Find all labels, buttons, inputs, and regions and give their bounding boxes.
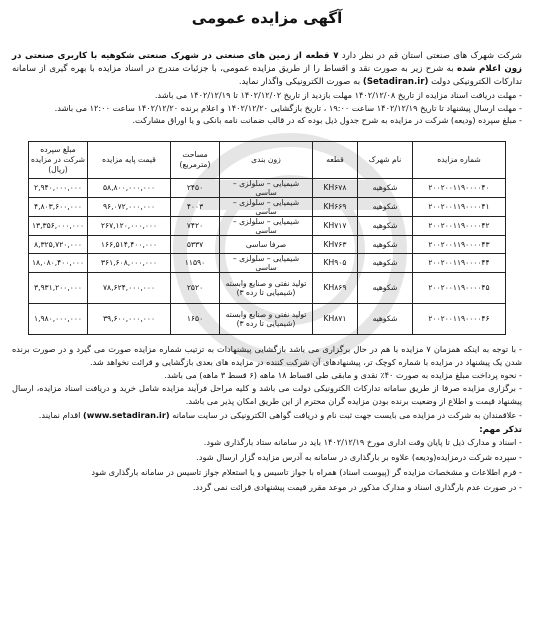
cell-plot: KH۸۷۱ — [313, 303, 358, 334]
cell-area: ۷۴۲۰ — [171, 216, 220, 235]
header-plot: قطعه — [313, 141, 358, 178]
cell-auction-number: ۲۰۰۲۰۰۱۱۹۰۰۰۰۴۶ — [413, 303, 506, 334]
cell-town: شکوهیه — [358, 235, 413, 253]
table-row — [29, 272, 506, 303]
table-row — [29, 197, 506, 216]
last-note-text-1: - علاقمندان به شرکت در مزایده می بایست جهت ثبت نام و دریافت گواهی الکترونیکی در سایت سامانه — [169, 409, 522, 420]
cell-auction-number: ۲۰۰۲۰۰۱۱۹۰۰۰۰۴۲ — [413, 216, 506, 235]
header-area: مساحت (مترمربع) — [171, 141, 220, 178]
page-title: آگهی مزایده عمومی — [191, 9, 343, 27]
cell-town: شکوهیه — [358, 178, 413, 197]
cell-auction-number: ۲۰۰۲۰۰۱۱۹۰۰۰۰۴۳ — [413, 235, 506, 253]
cell-area: ۲۵۲۰ — [171, 272, 220, 303]
cell-deposit: ۳,۹۳۱,۲۰۰,۰۰۰ — [29, 272, 88, 303]
cell-base-price: ۱۶۶,۵۱۴,۴۰۰,۰۰۰ — [88, 235, 171, 253]
last-note-text-2: اقدام نمایند. — [38, 409, 83, 420]
table-row — [29, 216, 506, 235]
intro-paragraph — [12, 50, 522, 89]
table-row — [29, 303, 506, 334]
remark-item: - فرم اطلاعات و مشخصات مزایده گر (پیوست اسناد) همراه با جواز تاسیس و یا استعلام جواز تاسیس در سامانه بارگذاری شود — [12, 465, 522, 480]
cell-deposit: ۲,۹۴۰,۰۰۰,۰۰۰ — [29, 178, 88, 197]
cell-plot: KH۸۶۹ — [313, 272, 358, 303]
cell-base-price: ۹۶,۰۷۲,۰۰۰,۰۰۰ — [88, 197, 171, 216]
cell-deposit: ۸,۳۲۵,۷۲۰,۰۰۰ — [29, 235, 88, 253]
cell-base-price: ۳۶۱,۶۰۸,۰۰۰,۰۰۰ — [88, 253, 171, 272]
remark-title: تذکر مهم: — [479, 424, 522, 435]
notes-section — [12, 343, 522, 422]
cell-zone: شیمیایی – سلولزی – ساسی — [220, 197, 313, 216]
cell-town: شکوهیه — [358, 272, 413, 303]
table-header-row — [29, 141, 506, 178]
deadline-list — [12, 89, 522, 127]
intro-site-link[interactable]: (Setadiran.ir) — [362, 77, 429, 87]
cell-zone: تولید نفتی و صنایع وابسته (شیمیایی تا رده ۳) — [220, 272, 313, 303]
cell-town: شکوهیه — [358, 216, 413, 235]
cell-plot: KH۶۷۸ — [313, 178, 358, 197]
cell-town: شکوهیه — [358, 197, 413, 216]
cell-base-price: ۳۹,۶۰۰,۰۰۰,۰۰۰ — [88, 303, 171, 334]
cell-base-price: ۲۶۷,۱۲۰,۰۰۰,۰۰۰ — [88, 216, 171, 235]
deadline-item: - مهلت دریافت اسناد مزایده از تاریخ ۱۴۰۲/۱۲/۰۸ مهلت بازدید از تاریخ ۱۴۰۲/۱۲/۰۲ تا ۱۴۰۲/۱۲/۱۹ می باشد. — [154, 90, 522, 100]
cell-plot: KH۶۶۹ — [313, 197, 358, 216]
header-auction-number: شماره مزایده — [413, 141, 506, 178]
header-base-price: قیمت پایه مزایده — [88, 141, 171, 178]
cell-base-price: ۵۸,۸۰۰,۰۰۰,۰۰۰ — [88, 178, 171, 197]
cell-deposit: ۱,۹۸۰,۰۰۰,۰۰۰ — [29, 303, 88, 334]
header-town: نام شهرک — [358, 141, 413, 178]
cell-plot: KH۷۶۳ — [313, 235, 358, 253]
table-row — [29, 253, 506, 272]
table-row — [29, 178, 506, 197]
deadline-item: - مهلت ارسال پیشنهاد تا تاریخ ۱۴۰۲/۱۲/۱۹ ساعت ۱۹:۰۰ ، تاریخ بازگشایی ۱۴۰۲/۱۲/۲۰ و اعلام برنده ۱۴۰۲/۱۲/۲۰ ساعت ۱۲:۰۰ می باشد. — [54, 102, 522, 113]
cell-town: شکوهیه — [358, 253, 413, 272]
cell-auction-number: ۲۰۰۲۰۰۱۱۹۰۰۰۰۴۴ — [413, 253, 506, 272]
cell-base-price: ۷۸,۶۲۴,۰۰۰,۰۰۰ — [88, 272, 171, 303]
cell-area: ۲۴۵۰ — [171, 178, 220, 197]
remark-item: - اسناد و مدارک ذیل تا پایان وقت اداری مورخ ۱۴۰۲/۱۲/۱۹ باید در سامانه ستاد بارگذاری شود. — [12, 435, 522, 450]
cell-area: ۱۱۵۹۰ — [171, 253, 220, 272]
cell-auction-number: ۲۰۰۲۰۰۱۱۹۰۰۰۰۴۵ — [413, 272, 506, 303]
note-paragraph: - نحوه پرداخت مبلغ مزایده به صورت ۴۰٪ نقدی و مابقی طی اقساط ۱۸ ماهه (۶ قسط ۳ ماهه) می باشد. — [164, 369, 522, 380]
intro-text-3: به صورت الکترونیکی واگذار نماید. — [238, 77, 363, 87]
cell-deposit: ۱۸,۰۸۰,۴۰۰,۰۰۰ — [29, 253, 88, 272]
cell-zone: صرفا ساسی — [220, 235, 313, 253]
remark-list — [12, 435, 522, 495]
cell-area: ۱۶۵۰ — [171, 303, 220, 334]
note-paragraph — [12, 409, 522, 422]
table-row — [29, 235, 506, 253]
cell-zone: شیمیایی – سلولزی – ساسی — [220, 216, 313, 235]
auction-table — [28, 141, 506, 335]
cell-zone: تولید نفتی و صنایع وابسته (شیمیایی تا رده ۳) — [220, 303, 313, 334]
intro-text-1: شرکت شهرک های صنعتی استان قم در نظر دارد — [338, 51, 522, 61]
note-paragraph: - برگزاری مزایده صرفا از طریق سامانه تدارکات الکترونیکی دولت می باشد و کلیه مراحل فرآیند مزایده شامل خرید و دریافت اسناد مزایده، ارسال پیشنهاد قیمت و اطلاع از وضعیت برنده بودن مزایده گران محترم از این طریق امکان پذیر می باشد. — [12, 383, 522, 407]
cell-plot: KH۷۱۷ — [313, 216, 358, 235]
header-zone: زون بندی — [220, 141, 313, 178]
cell-plot: KH۹۰۵ — [313, 253, 358, 272]
deadline-item: - مبلغ سپرده (ودیعه) شرکت در مزایده به شرح جدول ذیل بوده که در قالب ضمانت نامه بانکی و یا اوراق مشارکت. — [132, 115, 522, 125]
remark-item: - در صورت عدم بارگذاری اسناد و مدارک مذکور در موعد مقرر قیمت پیشنهادی قرائت نمی گردد. — [12, 480, 522, 495]
remark-item: - سپرده شرکت درمزایده(ودیعه) علاوه بر بارگذاری در سامانه به آدرس مزایده گزار ارسال شود. — [12, 450, 522, 465]
cell-deposit: ۱۳,۳۵۶,۰۰۰,۰۰۰ — [29, 216, 88, 235]
cell-area: ۴۰۰۳ — [171, 197, 220, 216]
intro-bold: ۷ قطعه از زمین های صنعتی در شهرک صنعتی شکوهیه با کاربری صنعتی در زون اعلام شده — [12, 51, 522, 74]
cell-town: شکوهیه — [358, 303, 413, 334]
header-deposit: مبلغ سپرده شرکت در مزایده (ریال) — [29, 141, 88, 178]
cell-deposit: ۴,۸۰۳,۶۰۰,۰۰۰ — [29, 197, 88, 216]
cell-area: ۵۳۳۷ — [171, 235, 220, 253]
cell-auction-number: ۲۰۰۲۰۰۱۱۹۰۰۰۰۴۱ — [413, 197, 506, 216]
note-paragraph: - با توجه به اینکه همزمان ۷ مزایده با هم در حال برگزاری می باشد بازگشایی پیشنهادات به ترتیب شماره مزایده صورت می گیرد و در صورت برنده شدن یک پیشنهاد در مزایده با شماره کوچک تر، پیشنهادهای آن شرکت کننده در مزایده های بعدی بازگشایی و قرائت نخواهد شد. — [12, 343, 522, 367]
cell-zone: شیمیایی – سلولزی – ساسی — [220, 253, 313, 272]
cell-zone: شیمیایی – سلولزی – ساسی — [220, 178, 313, 197]
cell-auction-number: ۲۰۰۲۰۰۱۱۹۰۰۰۰۴۰ — [413, 178, 506, 197]
setadiran-link[interactable]: (www.setadiran.ir) — [83, 409, 170, 420]
intro-text-2: به شرح زیر به صورت نقد و اقساط را از طریق مزایده عمومی، با جزئیات مندرج در اسناد مزایده با بهره گیری از سامانه تدارکات الکترونیکی دولت — [12, 64, 522, 87]
